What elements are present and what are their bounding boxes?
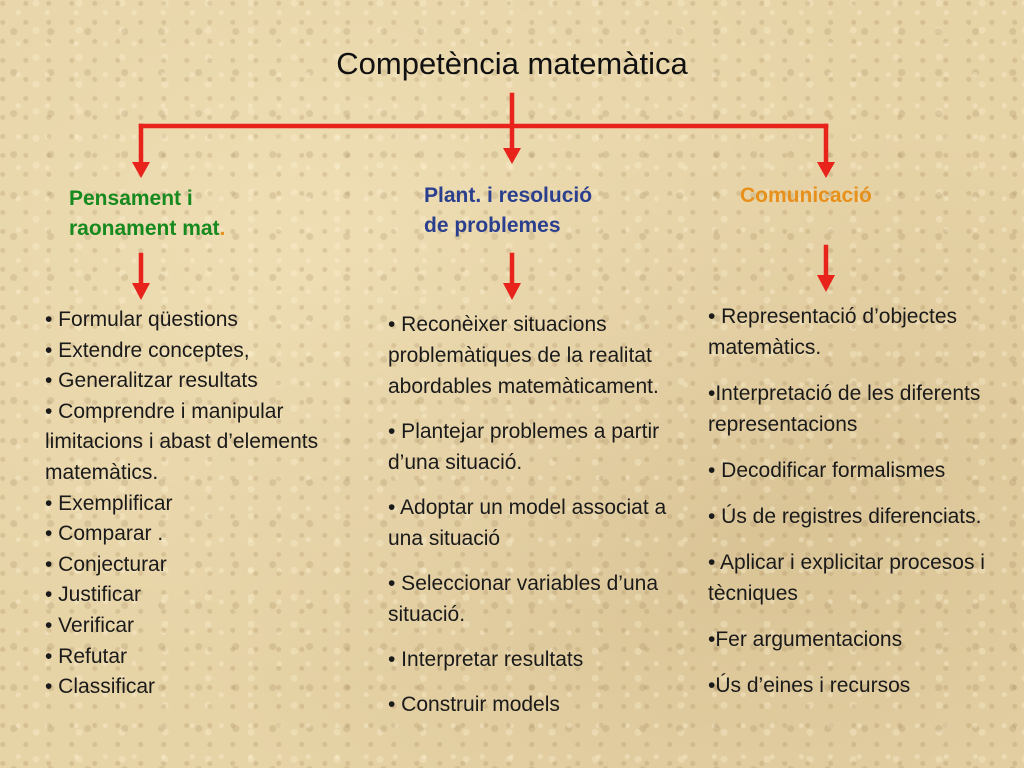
list-item: • Formular qüestions bbox=[45, 308, 238, 331]
arrowhead-right-top bbox=[817, 162, 835, 178]
list-item: • Verificar bbox=[45, 613, 135, 637]
list-item: • Refutar bbox=[45, 644, 128, 668]
list-item: • Comparar . bbox=[45, 522, 164, 546]
branch-heading-communication: Comunicació bbox=[740, 184, 872, 207]
list-item: • Ús de registres diferenciats. bbox=[708, 505, 982, 528]
list-item: • Reconèixer situacions problemàtiques de la realitat abordables matemàticament. bbox=[388, 313, 659, 398]
list-item: • Conjecturar bbox=[45, 552, 167, 576]
list-item: • Exemplificar bbox=[45, 491, 173, 515]
arrowhead-right-mid bbox=[817, 275, 835, 292]
list-item: •Fer argumentacions bbox=[708, 628, 903, 651]
problem-solving-list bbox=[388, 309, 678, 734]
list-item: • Adoptar un model associat a una situació bbox=[388, 496, 667, 550]
list-item: • Plantejar problemes a partir d’una situació. bbox=[388, 420, 660, 474]
list-item: • Interpretar resultats bbox=[388, 648, 584, 671]
list-item: • Aplicar i explicitar procesos i tècniques bbox=[708, 551, 985, 605]
communication-list bbox=[708, 301, 1018, 716]
list-item: • Seleccionar variables d’una situació. bbox=[388, 572, 659, 626]
list-item: • Justificar bbox=[45, 583, 142, 607]
list-item: • Generalitzar resultats bbox=[45, 369, 258, 393]
list-item: • Extendre conceptes, bbox=[45, 338, 250, 362]
reasoning-list bbox=[45, 305, 350, 703]
list-item: • Representació d’objectes matemàtics. bbox=[708, 305, 957, 359]
branch-heading-reasoning: Pensament i raonament mat. bbox=[69, 187, 226, 240]
diagram-title: Competència matemàtica bbox=[336, 46, 688, 81]
list-item: • Classificar bbox=[45, 675, 156, 699]
arrowhead-left-top bbox=[132, 162, 150, 178]
arrowhead-center-top bbox=[503, 148, 521, 164]
list-item: • Decodificar formalismes bbox=[708, 459, 946, 482]
list-item: •Interpretació de les diferents representacions bbox=[708, 382, 981, 436]
branch-heading-problem-solving: Plant. i resolució de problemes bbox=[424, 184, 593, 237]
list-item: •Ús d’eines i recursos bbox=[708, 674, 911, 697]
arrowhead-center-mid bbox=[503, 283, 521, 300]
list-item: • Comprendre i manipular limitacions i abast d’elements matemàtics. bbox=[45, 399, 319, 484]
list-item: • Construir models bbox=[388, 693, 560, 716]
arrowhead-left-mid bbox=[132, 283, 150, 300]
